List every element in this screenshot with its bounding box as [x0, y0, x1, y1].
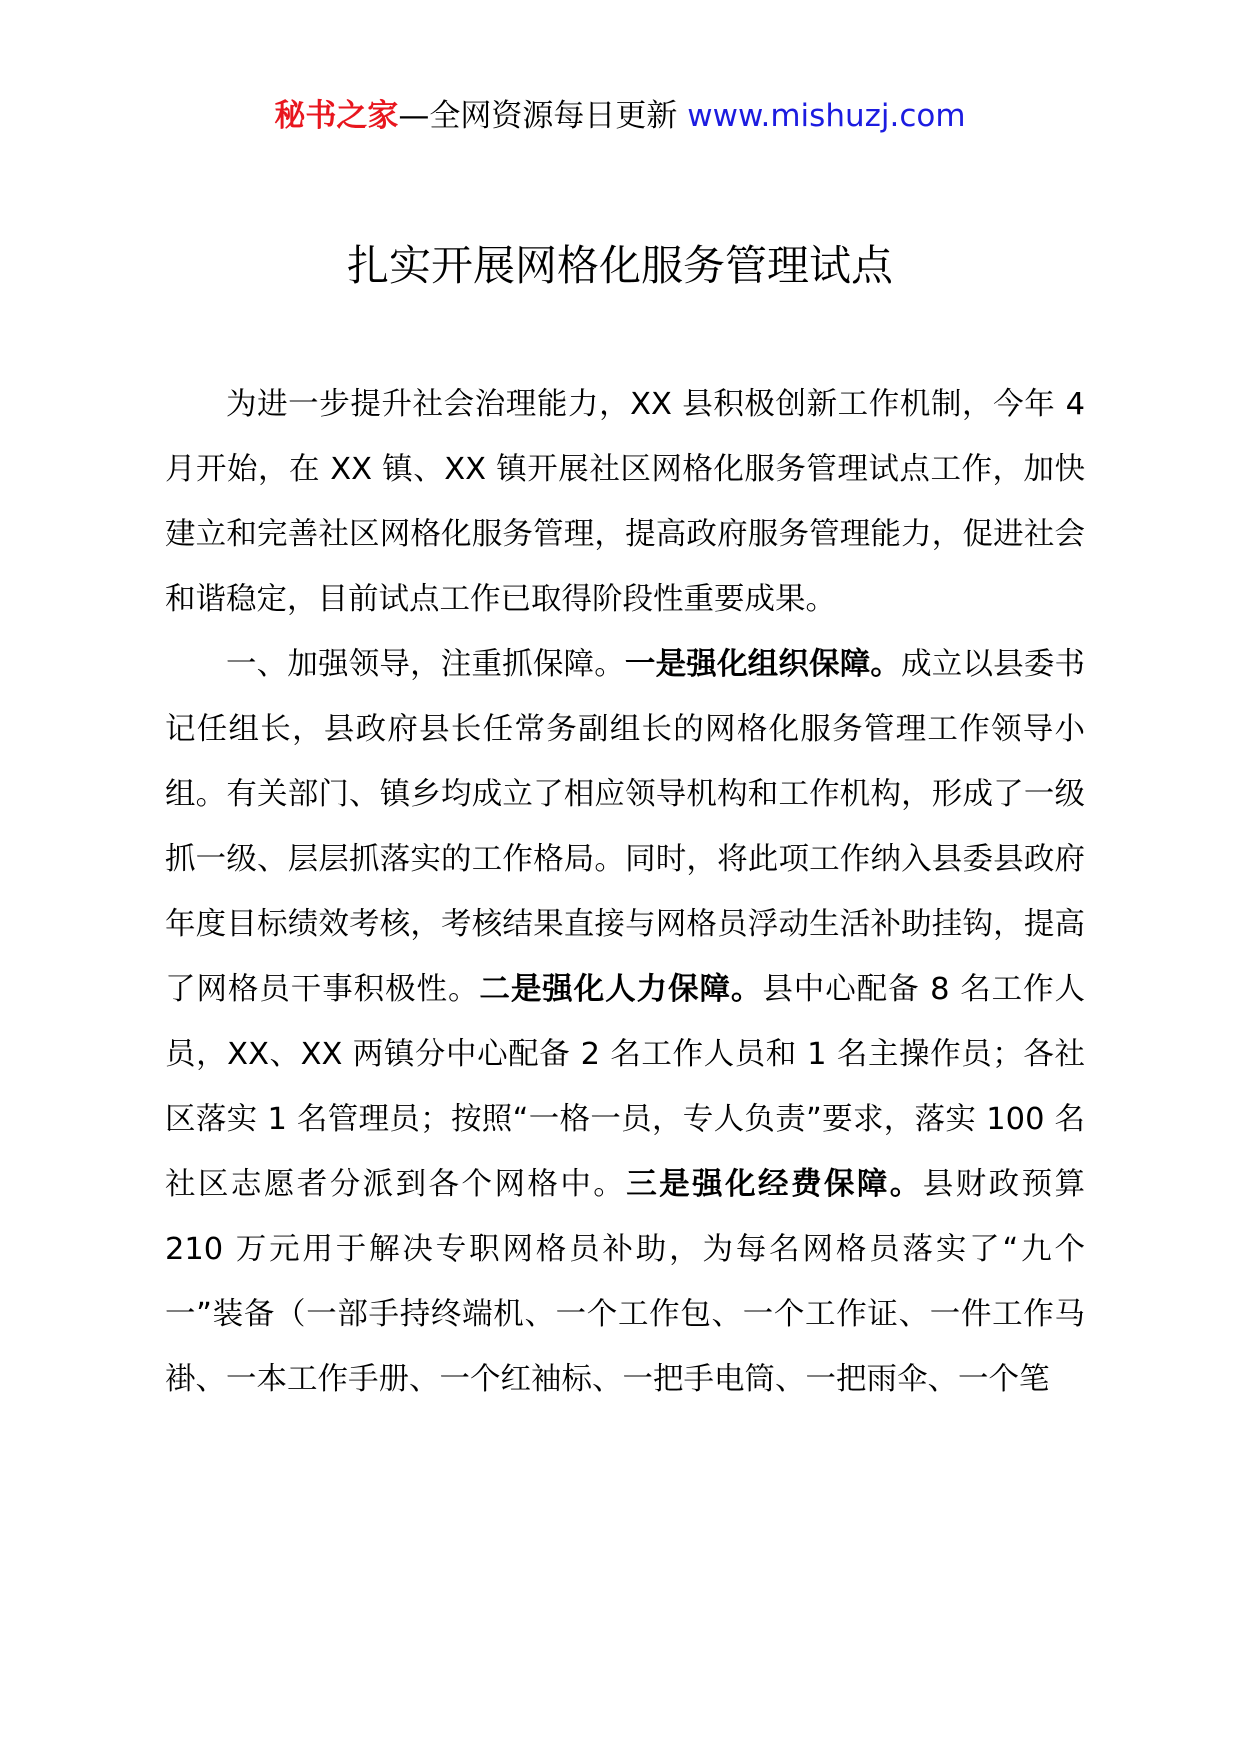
site-tagline: —全网资源每日更新 [398, 98, 688, 134]
document-title: 扎实开展网格化服务管理试点 [346, 241, 893, 290]
point-two-text: 县中心配备 8 名工作人员，XX、XX 两镇分中心配备 2 名工作人员和 1 名主操作员；各社区落实 1 名管理员；按照“一格一员，专人负责”要求，落实 100 名社区志愿者分派到各个网格中。 [165, 972, 1086, 1202]
point-three-text: 县财政预算 210 万元用于解决专职网格员补助，为每名网格员落实了“九个一”装备（一部手持终端机、一个工作包、一个工作证、一件工作马褂、一本工作手册、一个红袖标、一把手电筒、一把雨伞、一个笔 [165, 1167, 1086, 1397]
site-header [0, 96, 1240, 136]
paragraph-intro: 为进一步提升社会治理能力，XX 县积极创新工作机制，今年 4 月开始，在 XX 镇、XX 镇开展社区网格化服务管理试点工作，加快建立和完善社区网格化服务管理，提高政府服务管理能力，促进社会和谐稳定，目前试点工作已取得阶段性重要成果。 [165, 387, 1085, 617]
document-body [165, 372, 1085, 1412]
point-one-title: 一是强化组织保障。 [624, 647, 902, 682]
paragraph-section-one [165, 632, 1085, 1412]
section-heading: 一、加强领导，注重抓保障。 [226, 647, 625, 682]
point-two-title: 二是强化人力保障。 [479, 972, 763, 1007]
point-three-title: 三是强化经费保障。 [626, 1167, 923, 1202]
point-one-text: 成立以县委书记任组长，县政府县长任常务副组长的网格化服务管理工作领导小组。有关部门、镇乡均成立了相应领导机构和工作机构，形成了一级抓一级、层层抓落实的工作格局。同时，将此项工作纳入县委县政府年度目标绩效考核，考核结果直接与网格员浮动生活补助挂钩，提高了网格员干事积极性。 [165, 647, 1086, 1007]
site-brand: 秘书之家 [274, 98, 399, 134]
site-url-link[interactable]: www.mishuzj.com [687, 98, 966, 134]
